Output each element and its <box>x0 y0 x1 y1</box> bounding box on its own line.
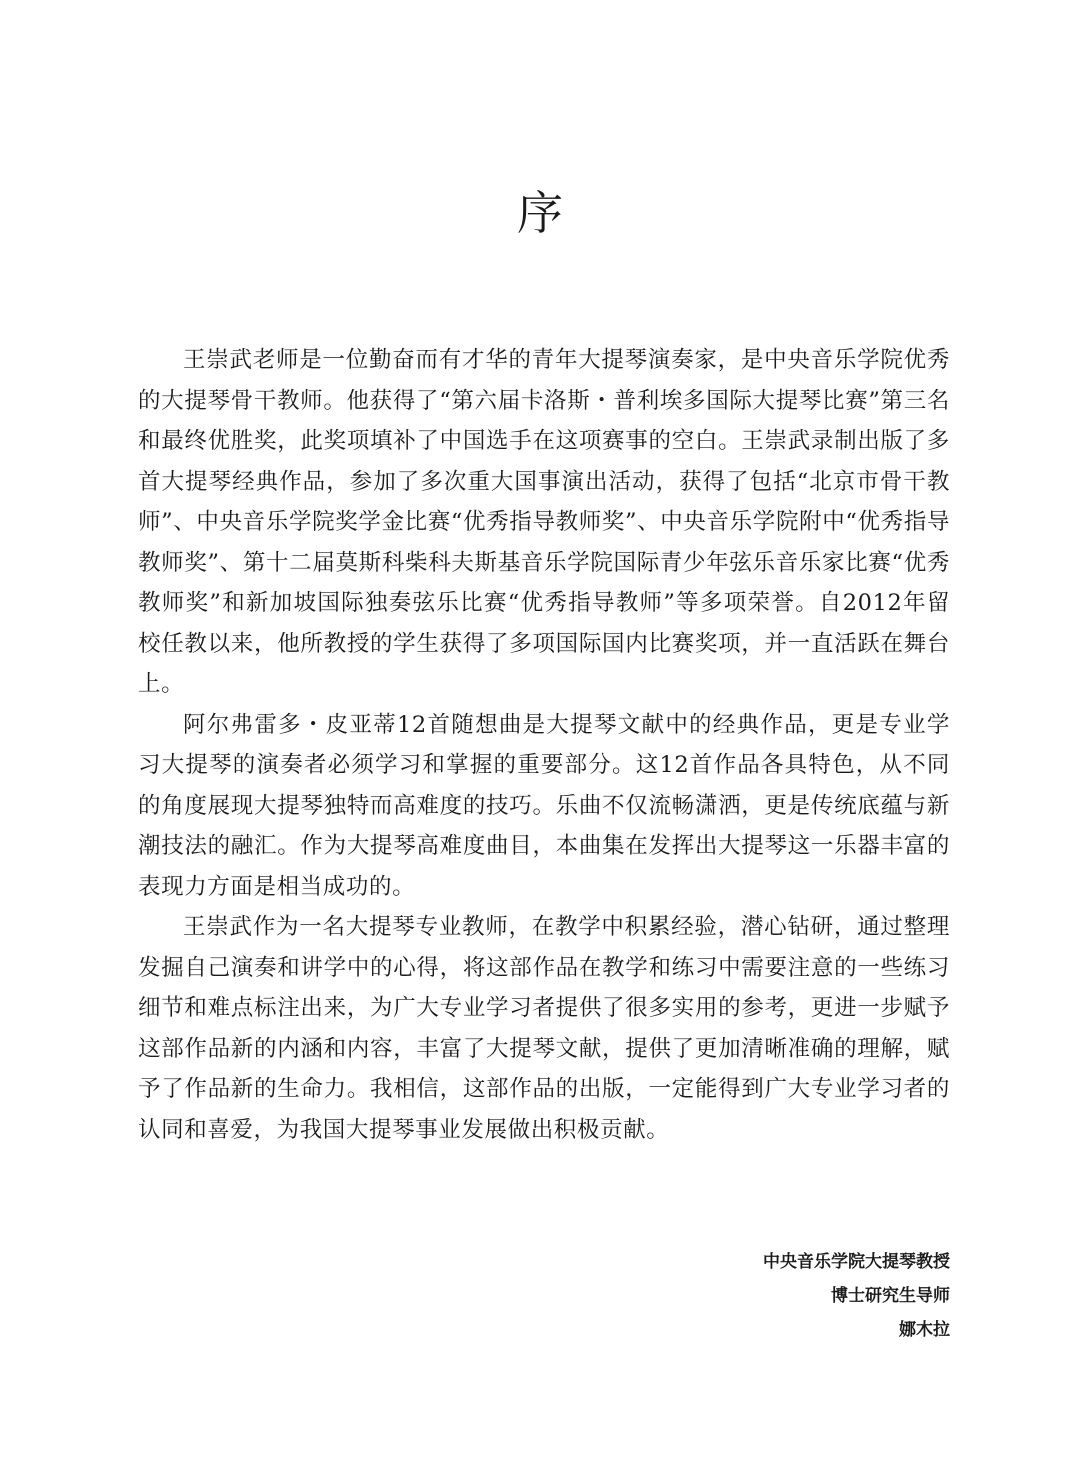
paragraph-3: 王崇武作为一名大提琴专业教师，在教学中积累经验，潜心钻研，通过整理发掘自己演奏和讲学中的心得，将这部作品在教学和练习中需要注意的一些练习细节和难点标注出来，为广大专业学习者提供了很多实用的参考，更进一步赋予这部作品新的内涵和内容，丰富了大提琴文献，提供了更加清晰准确的理解，赋予了作品新的生命力。我相信，这部作品的出版，一定能得到广大专业学习者的认同和喜爱，为我国大提琴事业发展做出积极贡献。 <box>138 914 950 1143</box>
signature-role: 博士研究生导师 <box>831 1286 950 1306</box>
preface-body <box>138 340 950 1150</box>
page-title: 序 <box>517 186 563 240</box>
signature-title: 中央音乐学院大提琴教授 <box>763 1252 950 1272</box>
signature-name: 娜木拉 <box>899 1320 950 1340</box>
paragraph-1: 王崇武老师是一位勤奋而有才华的青年大提琴演奏家，是中央音乐学院优秀的大提琴骨干教师。他获得了“第六届卡洛斯・普利埃多国际大提琴比赛”第三名和最终优胜奖，此奖项填补了中国选手在这项赛事的空白。王崇武录制出版了多首大提琴经典作品，参加了多次重大国事演出活动，获得了包括“北京市骨干教师”、中央音乐学院奖学金比赛“优秀指导教师奖”、中央音乐学院附中“优秀指导教师奖”、第十二届莫斯科柴科夫斯基音乐学院国际青少年弦乐音乐家比赛“优秀教师奖”和新加坡国际独奏弦乐比赛“优秀指导教师”等多项荣誉。自2012年留校任教以来，他所教授的学生获得了多项国际国内比赛奖项，并一直活跃在舞台上。 <box>138 347 950 697</box>
paragraph-2: 阿尔弗雷多・皮亚蒂12首随想曲是大提琴文献中的经典作品，更是专业学习大提琴的演奏者必须学习和掌握的重要部分。这12首作品各具特色，从不同的角度展现大提琴独特而高难度的技巧。乐曲不仅流畅潇洒，更是传统底蕴与新潮技法的融汇。作为大提琴高难度曲目，本曲集在发挥出大提琴这一乐器丰富的表现力方面是相当成功的。 <box>138 711 950 900</box>
signature-block <box>763 1245 950 1347</box>
